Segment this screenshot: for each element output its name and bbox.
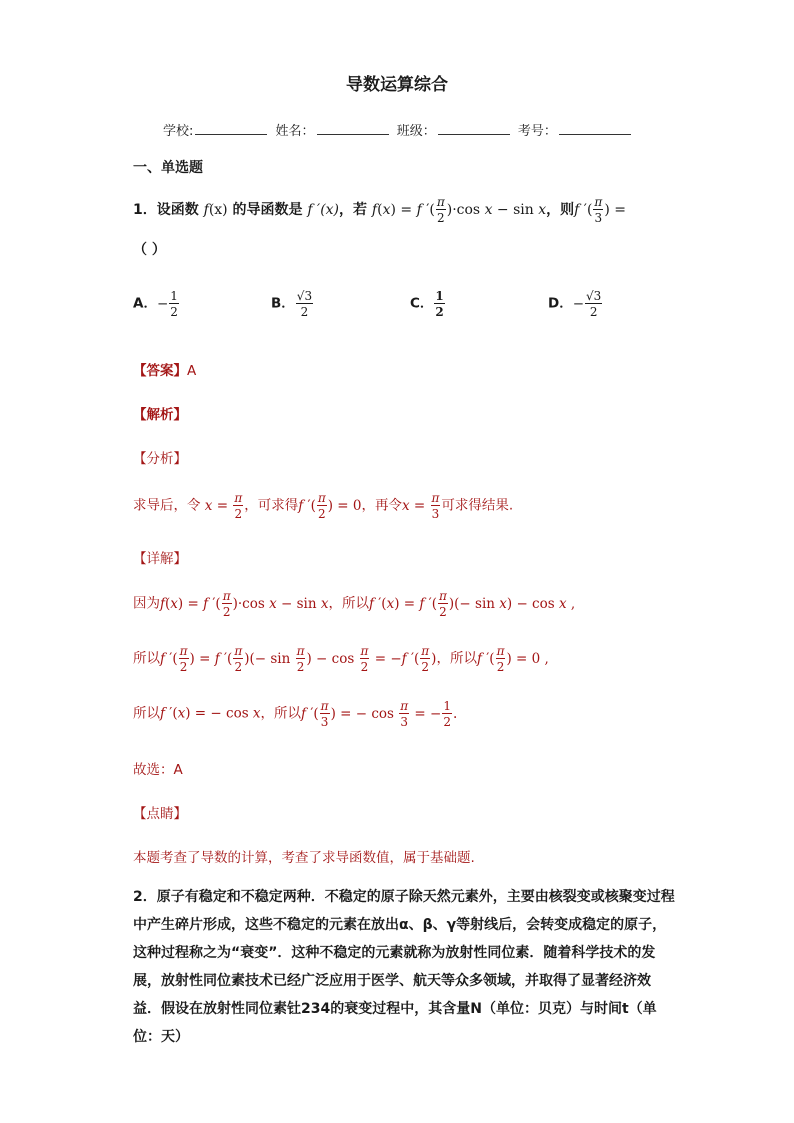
name-blank[interactable] bbox=[317, 122, 389, 135]
detail-tag: 【详解】 bbox=[133, 551, 187, 567]
question-1-line: 1．设函数 f(x) 的导函数是 f ′(x)，若 f(x) = f ′( $\frac{\pi}{2}$ )·cos x − sin x，则f ′( $\frac{\pi}{3}$ ) = bbox=[133, 195, 626, 225]
fenxi-tag: 【分析】 bbox=[133, 451, 187, 467]
school-blank[interactable] bbox=[195, 122, 267, 135]
detail-line-3: 所以f ′(x) = − cos x，所以f ′( $\frac{\pi}{3}$ ) = − cos $\frac{\pi}{3}$ = − $\frac{1}{2}$ . bbox=[133, 699, 458, 729]
q1-text-d: ，则 bbox=[546, 202, 575, 218]
detail-line-1: 因为f(x) = f ′( $\frac{\pi}{2}$ )·cos x − sin x，所以f ′(x) = f ′( $\frac{\pi}{2}$ )(− sin x) − cos x , bbox=[133, 589, 576, 619]
class-blank[interactable] bbox=[438, 122, 510, 135]
q1-text-c: ，若 bbox=[339, 202, 368, 218]
option-d[interactable]: D．− $\frac{√3}{2}$ bbox=[548, 289, 602, 319]
question-number: 2． bbox=[133, 889, 157, 905]
name-label: 姓名： bbox=[275, 124, 315, 139]
detail-line-2: 所以f ′( $\frac{\pi}{2}$ ) = f ′( $\frac{\pi}{2}$ )(− sin $\frac{\pi}{2}$ ) − cos $\frac{\pi}{2}$ = −f ′( $\frac{\pi}{2}$ )，所以f ′( $\frac{\pi}{2}$ ) = 0 , bbox=[133, 644, 549, 674]
q1-text-b: 的导函数是 bbox=[232, 202, 303, 218]
option-c[interactable]: C． $\frac{1}{2}$ bbox=[410, 289, 444, 319]
section-title: 一、单选题 bbox=[133, 160, 203, 176]
question-2 bbox=[133, 883, 678, 1051]
answer-tag: 【答案】 bbox=[133, 363, 187, 379]
exam-number-blank[interactable] bbox=[559, 122, 631, 135]
q1-text-a: 设函数 bbox=[156, 202, 199, 218]
analysis-tag: 【解析】 bbox=[133, 407, 187, 423]
school-label: 学校: bbox=[163, 124, 194, 139]
page-title: 导数运算综合 bbox=[346, 75, 448, 95]
question-number: 1． bbox=[133, 202, 157, 218]
option-b[interactable]: B． $\frac{√3}{2}$ bbox=[271, 289, 313, 319]
answer-value: A bbox=[187, 363, 197, 379]
answer-line bbox=[133, 359, 196, 379]
option-a[interactable]: A．− $\frac{1}{2}$ bbox=[133, 289, 178, 319]
q1-paren: （ ） bbox=[133, 242, 166, 258]
comment-text: 本题考查了导数的计算，考查了求导函数值，属于基础题. bbox=[133, 850, 475, 866]
comment-tag: 【点睛】 bbox=[133, 806, 187, 822]
q2-text: 原子有稳定和不稳定两种．不稳定的原子除天然元素外，主要由核裂变或核聚变过程中产生碎片形成，这些不稳定的元素在放出α、β、γ等射线后，会转变成稳定的原子，这种过程称之为“衰变”．这种不稳定的元素就称为放射性同位素．随着科学技术的发展，放射性同位素技术已经广泛应用于医学、航天等众多领域，并取得了显著经济效益．假设在放射性同位素钍234的衰变过程中，其含量N（单位：贝克）与时间t（单位：天） bbox=[133, 889, 675, 1045]
fenxi-line: 求导后，令 x = $\frac{\pi}{2}$ ，可求得f ′( $\frac{\pi}{2}$ ) = 0，再令x = $\frac{\pi}{3}$ 可求得结果. bbox=[133, 491, 514, 521]
exam-number-label: 考号： bbox=[517, 124, 557, 139]
choose-line: 故选：A bbox=[133, 762, 183, 778]
header-fields bbox=[163, 120, 635, 139]
class-label: 班级： bbox=[396, 124, 436, 139]
